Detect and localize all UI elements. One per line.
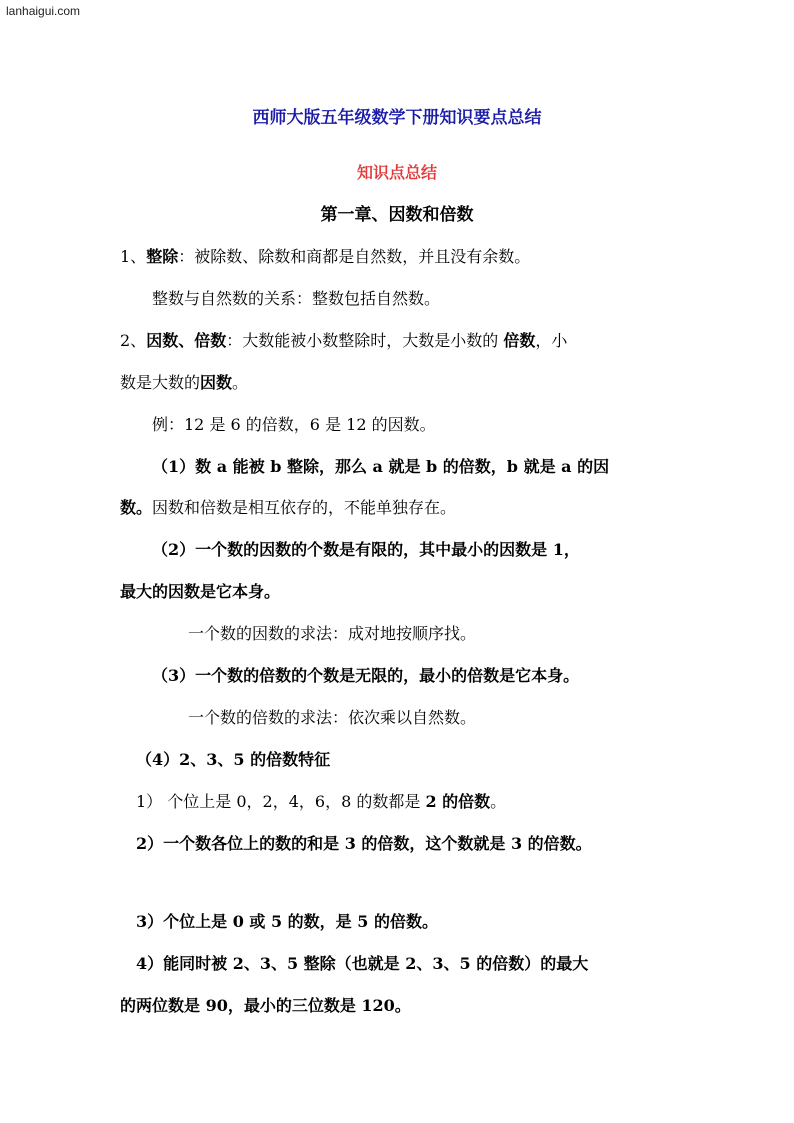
section-title: 知识点总结 (356, 163, 437, 182)
multiple-method-text: 一个数的倍数的求法：依次乘以自然数。 (188, 708, 477, 727)
item-1-bold: 2 的倍数 (425, 792, 491, 811)
item-4-text: 4）能同时被 2、3、5 整除（也就是 2、3、5 的倍数）的最大 (136, 954, 589, 973)
term-separator: 、 (178, 331, 195, 350)
punctuation: 。 (232, 373, 249, 392)
watermark-text: lanhaigui.com (6, 4, 81, 18)
item-4-text-end: 的两位数是 90，最小的三位数是 120。 (120, 996, 411, 1015)
term-beishu: 倍数 (194, 331, 227, 350)
rule-4-item-4-line-2 (120, 996, 411, 1016)
paragraph-2 (152, 289, 440, 309)
definition-text-tail: ，小 (535, 331, 568, 350)
definition-text: ：大数能被小数整除时，大数是小数的 (226, 331, 504, 350)
rule-1-text: （1）数 a 能被 b 整除，那么 a 就是 b 的倍数，b 就是 a 的因 (152, 457, 610, 476)
factor-method-line (188, 624, 476, 644)
term-yinshu-inline: 因数 (200, 373, 233, 392)
rule-4-heading-text: （4）2、3、5 的倍数特征 (136, 750, 331, 769)
term-yinshu: 因数 (146, 331, 179, 350)
document-title: 西师大版五年级数学下册知识要点总结 (252, 108, 542, 128)
rule-2-line-2 (120, 582, 280, 602)
rule-1-line-2 (120, 498, 456, 518)
rule-2-line-1 (152, 540, 580, 560)
rule-4-item-1 (136, 792, 506, 812)
term-beishu-inline: 倍数 (503, 331, 536, 350)
item-number: 1、 (120, 247, 147, 266)
rule-2-text: （2）一个数的因数的个数是有限的，其中最小的因数是 1， (152, 540, 580, 559)
rule-4-item-4-line-1 (136, 954, 588, 974)
definition-text: ：被除数、除数和商都是自然数，并且没有余数。 (178, 247, 531, 266)
item-2-text: 2）一个数各位上的数的和是 3 的倍数，这个数就是 3 的倍数。 (136, 834, 592, 853)
paragraph-4 (120, 373, 248, 393)
paragraph-3 (120, 331, 567, 351)
rule-3-line (152, 666, 579, 686)
rule-4-item-3 (136, 912, 438, 932)
paragraph-1 (120, 247, 530, 267)
relation-text: 整数与自然数的关系：整数包括自然数。 (152, 289, 441, 308)
item-3-text: 3）个位上是 0 或 5 的数，是 5 的倍数。 (136, 912, 438, 931)
rule-4-heading (136, 750, 330, 770)
punctuation: 。 (490, 792, 507, 811)
multiple-method-line (188, 708, 476, 728)
definition-text: 数是大数的 (120, 373, 201, 392)
rule-1-bold-end: 数。 (120, 498, 153, 517)
example-line (152, 415, 436, 435)
chapter-title: 第一章、因数和倍数 (320, 205, 474, 225)
example-text: 例：12 是 6 的倍数，6 是 12 的因数。 (152, 415, 436, 434)
item-1-text: 1） 个位上是 0，2，4，6，8 的数都是 (136, 792, 426, 811)
factor-method-text: 一个数的因数的求法：成对地按顺序找。 (188, 624, 477, 643)
rule-1-note: 因数和倍数是相互依存的，不能单独存在。 (152, 498, 457, 517)
term-zhengchu: 整除 (146, 247, 179, 266)
item-number: 2、 (120, 331, 147, 350)
rule-1-line-1 (152, 457, 609, 477)
rule-4-item-2 (136, 834, 592, 854)
rule-2-text-end: 最大的因数是它本身。 (120, 582, 281, 601)
rule-3-text: （3）一个数的倍数的个数是无限的，最小的倍数是它本身。 (152, 666, 580, 685)
